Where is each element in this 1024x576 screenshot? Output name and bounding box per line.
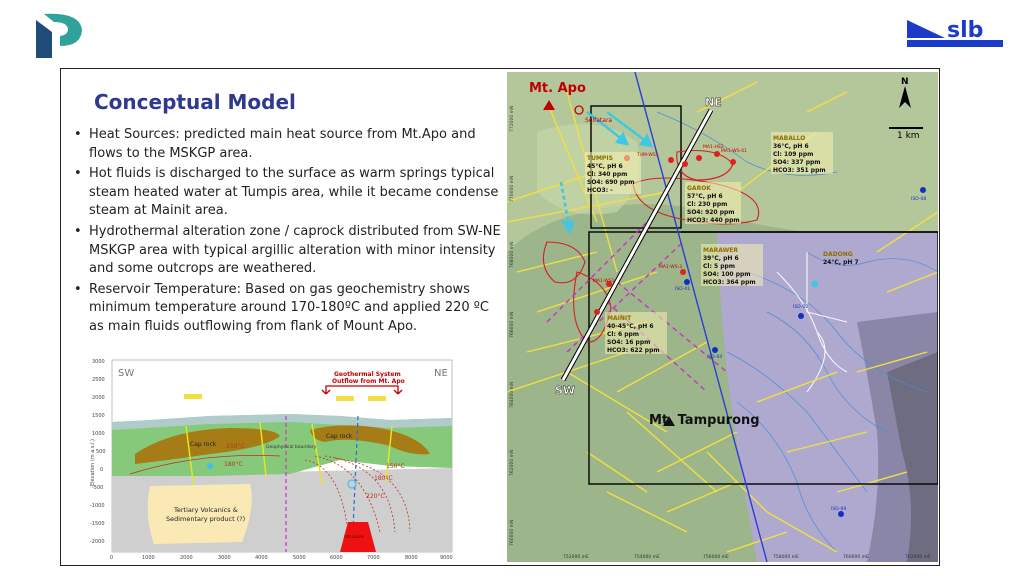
- mainit-annotation: [605, 312, 667, 354]
- isotherm-220: 220°C: [366, 493, 385, 500]
- spring-data: 36°C, pH 6: [773, 143, 809, 150]
- spring-data: Cl: 6 ppm: [607, 331, 640, 338]
- spring-data: SO4: 690 ppm: [587, 179, 635, 186]
- caprock-right-label: Cap rock: [326, 433, 353, 440]
- slb-logo: [905, 16, 1005, 52]
- well-label: ISO-01: [675, 287, 691, 292]
- intrusive-label: Intrusive: [344, 535, 364, 540]
- x-tick: 9000: [440, 555, 453, 561]
- spring-name: GAROK: [687, 185, 711, 192]
- map-x-tick: 756000 mE: [703, 555, 729, 560]
- x-tick: 1000: [142, 555, 155, 561]
- y-tick: 0: [100, 467, 104, 473]
- spring-name: DADONG: [823, 251, 853, 258]
- north-label: N: [901, 77, 909, 87]
- well-label: MA1-WS-3: [659, 265, 683, 270]
- map-y-tick: 760000 mN: [510, 519, 515, 546]
- spring-name: MABALLO: [773, 135, 806, 142]
- spring-data: HCO3: 351 ppm: [773, 167, 826, 174]
- slide-title: Conceptual Model: [94, 90, 296, 114]
- x-tick: 2000: [180, 555, 193, 561]
- section-sw-label: SW: [118, 368, 135, 379]
- scale-label: 1 km: [897, 131, 920, 141]
- map-y-tick: 762000 mN: [510, 449, 515, 476]
- spring-data: 40-45°C, pH 6: [607, 323, 654, 330]
- well-label: ISO-08: [911, 197, 927, 202]
- spring-data: SO4: 100 ppm: [703, 271, 751, 278]
- marawer-annotation: [701, 244, 763, 286]
- map-y-tick: 766000 mN: [510, 311, 515, 338]
- spring-data: 24°C, pH 7: [823, 259, 859, 266]
- bullet-alteration: • Hydrothermal alteration zone / caprock distributed from SW-NE MSKGP area with typical argillic alteration with minor intensity and some outcrops are weathered.: [74, 223, 501, 277]
- spring-data: HCO3: 622 ppm: [607, 347, 660, 354]
- section-sw-label: SW: [555, 384, 576, 397]
- company-logo-left: [34, 10, 88, 60]
- spring-name: MAINIT: [607, 315, 632, 322]
- spring-data: SO4: 920 ppm: [687, 209, 735, 216]
- spring-name: MARAWER: [703, 247, 738, 254]
- tumpis-annotation: [585, 152, 641, 194]
- geological-map: [507, 72, 938, 562]
- x-tick: 6000: [330, 555, 343, 561]
- bullet-text: Reservoir Temperature: Based on gas geochemistry shows minimum temperature around 170-180ºC and applied 220 ºC as main fluids outflowing from flank of Mount Apo.: [89, 281, 489, 334]
- garok-annotation: [685, 182, 741, 224]
- spring-data: 57°C, pH 6: [687, 193, 723, 200]
- maballo-annotation: [771, 132, 833, 174]
- y-tick: -500: [92, 485, 104, 491]
- y-tick: 500: [96, 449, 106, 455]
- spring-data: Cl: 230 ppm: [687, 201, 728, 208]
- spring-data: HCO3: 440 ppm: [687, 217, 740, 224]
- x-tick: 8000: [405, 555, 418, 561]
- outflow-label: Outflow from Mt. Apo: [332, 378, 405, 385]
- geophysical-boundary-label: Geophysical boundary: [266, 445, 317, 450]
- section-ne-label: NE: [705, 96, 722, 109]
- well-label: TUM-WS1: [637, 153, 659, 158]
- x-tick: 7000: [367, 555, 380, 561]
- bullet-list: [72, 126, 502, 339]
- well-label: MA1-HS2: [703, 145, 724, 150]
- y-tick: 2500: [92, 377, 105, 383]
- tertiary-label: Sedimentary product (?): [166, 515, 246, 523]
- spring-data: SO4: 16 ppm: [607, 339, 651, 346]
- spring-data: 39°C, pH 6: [703, 255, 739, 262]
- mt-apo-label: Mt. Apo: [529, 81, 586, 96]
- x-tick: 4000: [255, 555, 268, 561]
- isotherm-150-left: 150°C: [226, 443, 245, 450]
- y-tick: -2000: [90, 539, 105, 545]
- mt-tampurong-label: Mt. Tampurong: [649, 413, 760, 428]
- spring-data: Cl: 340 ppm: [587, 171, 628, 178]
- isotherm-150-right: 150°C: [386, 463, 405, 470]
- spring-data: 45°C, pH 6: [587, 163, 623, 170]
- spring-data: HCO3: 364 ppm: [703, 279, 756, 286]
- section-ne-label: NE: [434, 368, 448, 379]
- well-label: ISO-02: [793, 305, 809, 310]
- map-y-tick: 770000 mN: [510, 175, 515, 202]
- map-x-tick: 754000 mE: [634, 555, 660, 560]
- map-y-tick: 772000 mN: [510, 105, 515, 132]
- y-tick: -1000: [90, 503, 105, 509]
- bullet-text: Hot fluids is discharged to the surface as warm springs typical steam heated water at Tumpis area, while it became condense steam at Mainit area.: [89, 166, 499, 219]
- well-label: ISO-09: [831, 507, 847, 512]
- well-label: ISO-04: [707, 355, 723, 360]
- x-tick: 5000: [293, 555, 306, 561]
- spring-data: HCO3: -: [587, 187, 613, 194]
- map-y-tick: 764000 mN: [510, 381, 515, 408]
- caprock-left-label: Cap rock: [190, 441, 217, 448]
- tertiary-label: Tertiary Volcanics &: [174, 506, 238, 514]
- map-x-tick: 758000 mE: [773, 555, 799, 560]
- map-x-tick: 760000 mE: [843, 555, 869, 560]
- x-tick: 0: [110, 555, 114, 561]
- svg-text:slb: slb: [947, 18, 984, 43]
- bullet-hot-fluids: • Hot fluids is discharged to the surface as warm springs typical steam heated water at Tumpis area, while it became condense steam at Mainit area.: [74, 166, 499, 219]
- well-label: MA1-WS1: [593, 279, 615, 284]
- bullet-reservoir-temp: • Reservoir Temperature: Based on gas geochemistry shows minimum temperature around 170-180ºC and applied 220 ºC as main fluids outflowing from flank of Mount Apo.: [74, 281, 489, 334]
- y-tick: -1500: [90, 521, 105, 527]
- well-label: MA1-WS-01: [721, 149, 747, 154]
- bullet-text: Hydrothermal alteration zone / caprock distributed from SW-NE MSKGP area with typical argillic alteration with minor intensity and some outcrops are weathered.: [89, 223, 501, 277]
- spring-name: TUMPIS: [587, 155, 613, 162]
- cross-section-diagram: [90, 356, 460, 562]
- section-y-axis-label: Elevation (m a.s.l.): [90, 438, 96, 486]
- isotherm-180-right: 180°C: [374, 475, 393, 482]
- y-tick: 1500: [92, 413, 105, 419]
- map-x-tick: 752000 mE: [563, 555, 589, 560]
- map-y-tick: 768000 mN: [510, 241, 515, 268]
- spring-data: Cl: 109 ppm: [773, 151, 814, 158]
- y-tick: 1000: [92, 431, 105, 437]
- outflow-label: Geothermal System: [334, 371, 401, 378]
- bullet-text: Heat Sources: predicted main heat source from Mt.Apo and flows to the MSKGP area.: [89, 127, 476, 161]
- y-tick: 3000: [92, 359, 105, 365]
- solfatara-label: Solfatara: [585, 117, 613, 124]
- y-tick: 2000: [92, 395, 105, 401]
- map-x-tick: 762000 mE: [905, 555, 931, 560]
- spring-data: Cl: 5 ppm: [703, 263, 736, 270]
- spring-data: SO4: 337 ppm: [773, 159, 821, 166]
- bullet-heat-sources: • Heat Sources: predicted main heat source from Mt.Apo and flows to the MSKGP area.: [74, 127, 476, 161]
- x-tick: 3000: [218, 555, 231, 561]
- section-x-ticks: [110, 555, 453, 561]
- isotherm-180-left: 180°C: [224, 461, 243, 468]
